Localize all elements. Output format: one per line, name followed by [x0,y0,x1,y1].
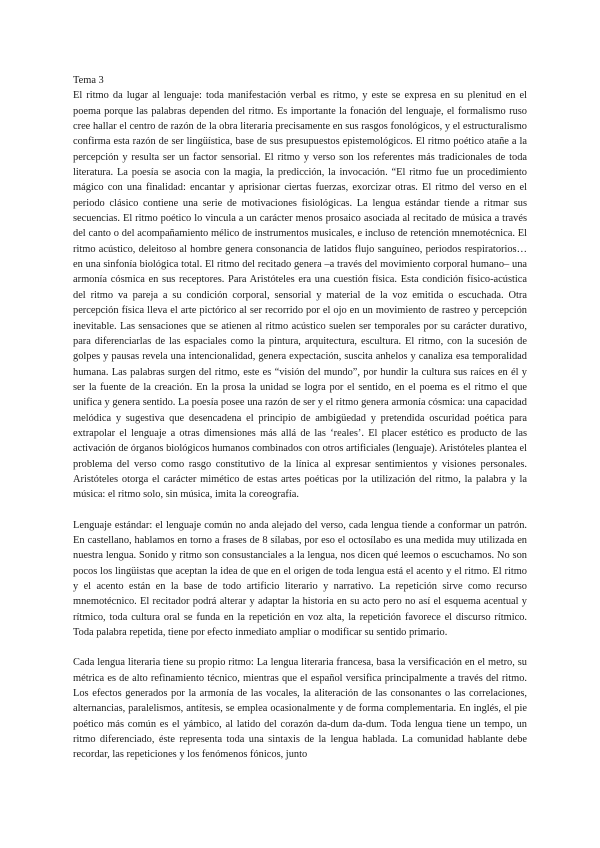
page-title: Tema 3 [73,75,104,86]
paragraph-lengua-literaria: Cada lengua literaria tiene su propio ritmo: La lengua literaria francesa, basa la versificación en el metro, su métrica es de alto refinamiento técnico, mientras que el español versifica principalmente a través del ritmo. Los efectos generados por la armonía de las vocales, la aliteración de las consonantes o las correlaciones, alternancias, paralelismos, antítesis, se emplea ocasionalmente y de forma complementaria. En inglés, el pie poético más común es el yámbico, al latido del corazón da-dum da-dum. Toda lengua tiene un tempo, un ritmo diferenciado, éste representa toda una sintaxis de la lengua hablada. La comunidad hablante debe recordar, las repeticiones y los fenómenos fónicos, junto [73,657,527,761]
document-page [73,73,527,778]
paragraph-ritmo: El ritmo da lugar al lenguaje: toda manifestación verbal es ritmo, y este se expresa en su plenitud en el poema porque las palabras dependen del ritmo. Es importante la fonación del lenguaje, el formalismo ruso cree hallar el centro de razón de la obra literaria precisamente en sus rasgos fonológicos, y el estructuralismo confirma esta razón de ser lingüística, base de sus presupuestos epistemológicos. El ritmo poético atañe a la percepción y resulta ser un factor sensorial. El ritmo y verso son los referentes más tradicionales de toda literatura. La poesía se asocia con la magia, la predicción, la invocación. “El ritmo fue un procedimiento mágico con una finalidad: encantar y aprisionar ciertas fuerzas, exorcizar otras. El ritmo del verso en el periodo clásico contiene una serie de motivaciones fisiológicas. La lengua estándar tiende a ritmar sus secuencias. El ritmo poético lo vincula a un carácter menos prosaico asociada al recitado de música a través del canto o del acompañamiento mélico de instrumentos musicales, e incluso de retención mnemotécnica. El ritmo acústico, deleitoso al hombre genera consonancia de latidos flujo sanguíneo, periodos respiratorios… en una sinfonía biológica total. El ritmo del recitado genera –a través del movimiento corporal humano– una armonía cósmica en sus receptores. Para Aristóteles era una cuestión física. Esta condición físico-acústica del ritmo va pareja a su condición corporal, sensorial y material de la voz emitida o escuchada. Otra percepción física lleva el arte pictórico al ser recorrido por el ojo en un movimiento de rastreo y percepción inevitable. Las sensaciones que se atienen al ritmo acústico suelen ser temporales por su carácter durativo, para diferenciarlas de las espaciales como la pintura, arquitectura, escultura. El ritmo, con la sucesión de golpes y pausas revela una intencionalidad, genera expectación, suscita anhelos y canaliza esa temporalidad humana. Las palabras surgen del ritmo, este es “visión del mundo”, por hundir la cultura sus raíces en él y ser la fuente de la creación. En la prosa la unidad se logra por el sentido, en el poema es el ritmo el que unifica y genera sentido. La poesía posee una razón de ser y el ritmo genera armonía cósmica: una capacidad melódica y sugestiva que desencadena el principio de ambigüedad y pretendida oscuridad poética para extrapolar el lenguaje a otras dimensiones más allá de las ‘reales’. El placer estético es producto de las activación de órganos biológicos humanos combinados con otros artificiales (lenguaje). Aristóteles plantea el problema del verso como rasgo constitutivo de la línica al expresar sentimientos y visiones personales. Aristóteles otorga el carácter mimético de estas artes poéticas por la utilización del ritmo, la palabra y la música: el ritmo solo, sin música, imita la coreografía. [73,90,527,501]
paragraph-lenguaje-estandar: Lenguaje estándar: el lenguaje común no anda alejado del verso, cada lengua tiende a conformar un patrón. En castellano, hablamos en torno a frases de 8 sílabas, por eso el octosílabo es una medida muy utilizada en nuestra lengua. Sonido y ritmo son consustanciales a la lengua, nos dicen qué leemos o escuchamos. No son pocos los lingüistas que aceptan la idea de que en el origen de toda lengua está el acento y el ritmo. El ritmo y el acento están en la base de todo artificio literario y narrativo. La repetición sirve como recurso mnemotécnico. El recitador podrá alterar y adaptar la historia en su acto pero no así el esquema acentual y rítmico, toda cultura oral se funda en la repetición en voz alta, la repetición favorece el discurso rítmico. Toda palabra repetida, tiene por efecto inmediato ampliar o modificar su sentido primario. [73,519,527,639]
